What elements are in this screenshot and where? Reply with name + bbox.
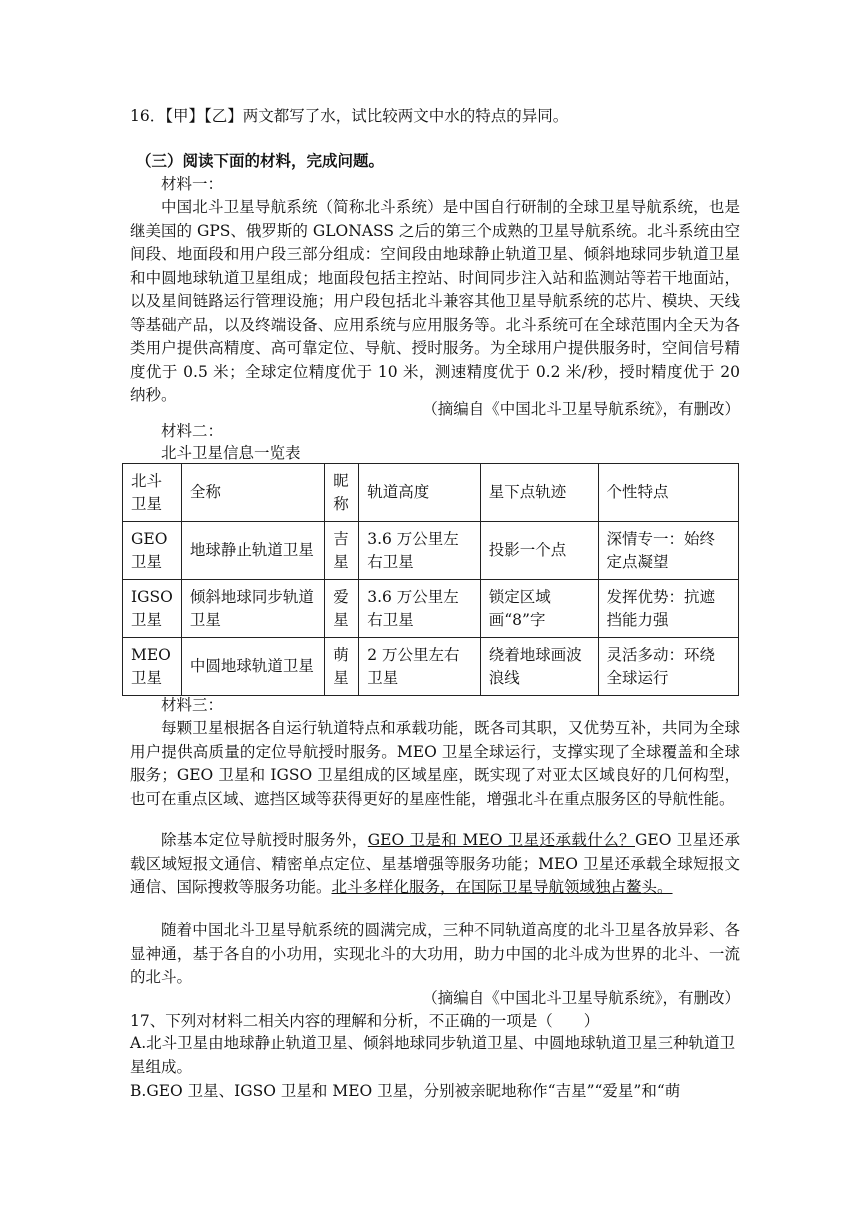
table-cell: 深情专一：始终定点凝望 — [598, 522, 739, 580]
table-cell: 投影一个点 — [480, 522, 598, 580]
question-17-option-b: B.GEO 卫星、IGSO 卫星和 MEO 卫星，分别被亲昵地称作“吉星”“爱星”和“萌 — [130, 1082, 681, 1100]
material-1-source: （摘编自《中国北斗卫星导航系统》，有删改） — [422, 400, 740, 418]
table-cell: 中圆地球轨道卫星 — [181, 638, 324, 696]
table-cell: 倾斜地球同步轨道卫星 — [181, 580, 324, 638]
header-cell: 昵称 — [325, 464, 359, 522]
satellite-info-table — [122, 463, 739, 696]
table-row — [123, 580, 739, 638]
question-17-stem: 17、下列对材料二相关内容的理解和分析，不正确的一项是（ ） — [130, 1012, 600, 1030]
table-header-row — [123, 464, 739, 522]
table-cell: IGSO 卫星 — [123, 580, 182, 638]
material-1-label: 材料一： — [161, 175, 224, 193]
header-cell: 轨道高度 — [359, 464, 481, 522]
table-cell: MEO 卫星 — [123, 638, 182, 696]
table-cell: 灵活多动：环绕全球运行 — [598, 638, 739, 696]
table-cell: 2 万公里左右卫星 — [359, 638, 481, 696]
question-17-option-a: A.北斗卫星由地球静止轨道卫星、倾斜地球同步轨道卫星、中圆地球轨道卫星三种轨道卫星组成。 — [130, 1034, 736, 1076]
question-16: 16．【甲】【乙】两文都写了水，试比较两文中水的特点的异同。 — [130, 107, 569, 125]
table-row — [123, 638, 739, 696]
section-3-title: （三）阅读下面的材料，完成问题。 — [136, 152, 385, 170]
underlined-question: GEO 卫是和 MEO 卫星还承载什么？ — [367, 831, 636, 849]
para-2-body: GEO 卫星还承载区域短报文通信、精密单点定位、星基增强等服务功能；MEO 卫星还承载全球短报文通信、国际搜救等服务功能。 — [130, 831, 740, 896]
material-3-paragraph-2 — [130, 829, 740, 900]
table-cell: 地球静止轨道卫星 — [181, 522, 324, 580]
table-cell: 绕着地球画波浪线 — [480, 638, 598, 696]
table-cell: 3.6 万公里左右卫星 — [359, 580, 481, 638]
table-cell: GEO 卫星 — [123, 522, 182, 580]
table-cell: 锁定区域画“8”字 — [480, 580, 598, 638]
material-3-paragraph-1: 每颗卫星根据各自运行轨道特点和承载功能，既各司其职，又优势互补，共同为全球用户提供高质量的定位导航授时服务。MEO 卫星全球运行，支撑实现了全球覆盖和全球服务；GEO 卫星和 IGSO 卫星组成的区域星座，既实现了对亚太区域良好的几何构型，也可在重点区域、遮挡区域等获得更好的星座性能，增强北斗在重点服务区的导航性能。 — [130, 719, 740, 808]
material-3-paragraph-3: 随着中国北斗卫星导航系统的圆满完成，三种不同轨道高度的北斗卫星各放异彩、各显神通，基于各自的小功用，实现北斗的大功用，助力中国的北斗成为世界的北斗、一流的北斗。 — [130, 921, 740, 986]
material-2-label: 材料二： — [161, 422, 224, 440]
table-cell: 发挥优势：抗遮挡能力强 — [598, 580, 739, 638]
para-2-intro: 除基本定位导航授时服务外， — [161, 831, 368, 849]
header-cell: 个性特点 — [598, 464, 739, 522]
table-cell: 萌星 — [325, 638, 359, 696]
table-cell: 3.6 万公里左右卫星 — [359, 522, 481, 580]
underlined-sentence: 北斗多样化服务，在国际卫星导航领域独占鳌头。 — [331, 878, 673, 896]
table-cell: 爱星 — [325, 580, 359, 638]
header-cell: 全称 — [181, 464, 324, 522]
material-3-source: （摘编自《中国北斗卫星导航系统》，有删改） — [422, 989, 740, 1007]
header-cell: 北斗卫星 — [123, 464, 182, 522]
table-title: 北斗卫星信息一览表 — [161, 444, 301, 462]
material-3-label: 材料三： — [161, 696, 224, 714]
table-row — [123, 522, 739, 580]
header-cell: 星下点轨迹 — [480, 464, 598, 522]
material-1-text: 中国北斗卫星导航系统（简称北斗系统）是中国自行研制的全球卫星导航系统，也是继美国的 GPS、俄罗斯的 GLONASS 之后的第三个成熟的卫星导航系统。北斗系统由空间段、地面段和用户段三部分组成：空间段由地球静止轨道卫星、倾斜地球同步轨道卫星和中圆地球轨道卫星组成；地面段包括主控站、时间同步注入站和监测站等若干地面站，以及星间链路运行管理设施；用户段包括北斗兼容其他卫星导航系统的芯片、模块、天线等基础产品，以及终端设备、应用系统与应用服务等。北斗系统可在全球范围内全天为各类用户提供高精度、高可靠定位、导航、授时服务。为全球用户提供服务时，空间信号精度优于 0.5 米；全球定位精度优于 10 米，测速精度优于 0.2 米/秒，授时精度优于 20 纳秒。 — [130, 198, 740, 404]
table-cell: 吉星 — [325, 522, 359, 580]
